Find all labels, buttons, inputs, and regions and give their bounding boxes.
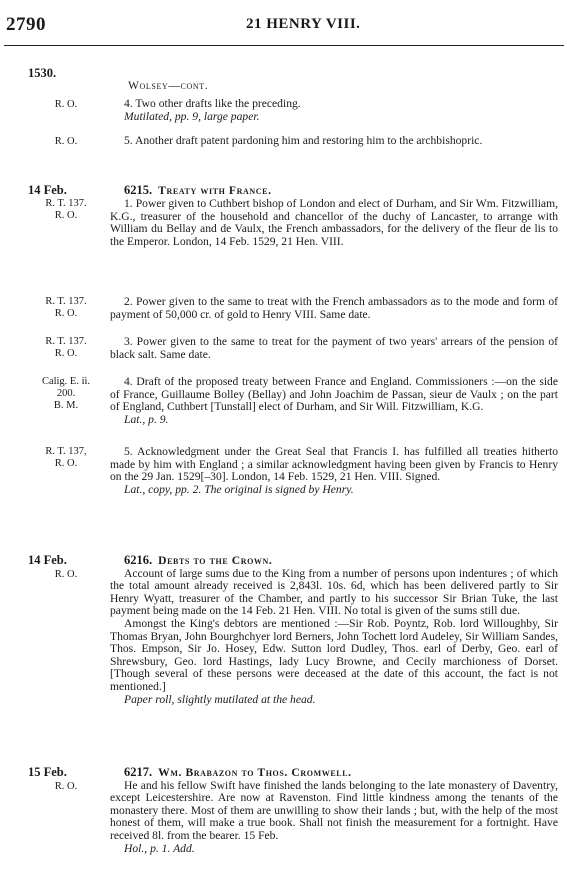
year-label: 1530. — [28, 66, 57, 80]
entry-title: Debts to the Crown. — [158, 554, 273, 567]
entry-number: 6216. — [124, 553, 153, 567]
entry-date: 14 Feb. — [28, 183, 67, 197]
margin-ref: R. T. 137, R. O. — [45, 446, 87, 469]
header-rule — [4, 45, 564, 46]
entry-number: 6215. — [124, 183, 153, 197]
entry-date: 15 Feb. — [28, 765, 67, 779]
entry-item: 1. Power given to Cuthbert bishop of London and elect of Durham, and Sir Wm. Fitzwilliam, K.G., treasurer of the household and chancellor of the duchy of Lancaster, to arrange with William du Bellay and de Vaulx, the French ambassadors, for the delivery of the fleur de lis to the Emperor. London, 14 Feb. 1529, 21 Hen. VIII. — [110, 197, 558, 248]
entry-body: 6216. Debts to the Crown. Account of large sums due to the King from a number of persons upon indentures ; of which the total amount already received is 2,843l. 10s. 6d, which has been delivered partly to Sir Henry Wyatt, treasurer of the Chamber, and partly to his successor Sir Brian Tuke, the last payment being made on the 14 Feb. 21 Hen. VIII. No total is given of the sums still due. Amongst the King's debtors are mentioned :—Sir Rob. Poyntz, Rob. lord Willoughby, Sir Thomas Bryan, John Bourghchyer lord Berners, John Tochett lord Audeley, Sir William Sandes, Thos. Empson, Sir Jo. Hosey, Edw. Sutton lord Dudley, Thos. earl of Derby, Geo. earl of Shrewsbury, Geo. lord Hastings, lady Lucy Browne, and Cecily marchioness of Dorset. [Though several of these persons were deceased at the date of this account, the fact is not mentioned.] Paper roll, slightly mutilated at the head. — [110, 553, 558, 706]
margin-ref: R. O. — [54, 136, 78, 147]
entry-item: 4. Two other drafts like the preceding. Mutilated, pp. 9, large paper. — [124, 97, 301, 123]
entry-date: 14 Feb. — [28, 553, 67, 567]
page-number: 2790 — [6, 14, 46, 35]
entry-number: 6217. — [124, 765, 153, 779]
entry-item: 5. Another draft patent pardoning him and restoring him to the archbishopric. — [124, 134, 483, 147]
margin-ref: R. T. 137. R. O. — [45, 296, 87, 319]
entry-heading — [110, 184, 558, 198]
margin-ref: R. O. — [54, 99, 78, 110]
page-header — [0, 14, 567, 38]
entry-title: Treaty with France. — [158, 184, 272, 197]
entry-body: 6217. Wm. Brabazon to Thos. Cromwell. He and his fellow Swift have finished the lands belonging to the late monastery of Daventry, except Leicestershire. Are now at Ravenston. Find little kindness among the tenants of the monastery there. Most of them are unwilling to show their lands ; but, with the help of the most honest of them, will make a true book. Shall not finish the measurement for a fortnight. Have received 8l. from the bearer. 15 Feb. Hol., p. 1. Add. — [110, 765, 558, 855]
entry-title: Wm. Brabazon to Thos. Cromwell. — [158, 766, 352, 779]
entry-item: 4. Draft of the proposed treaty between France and England. Commissioners :—on the side of France, Guillaume Bolley (Bellay) and John Joachim de Passan, sieur de Vaulx ; on the part of England, Cuthbert [Tunstall] elect of Durham, and Sir Will. Fitzwilliam, K.G. Lat., p. 9. — [110, 375, 558, 426]
entry-item: 3. Power given to the same to treat for the payment of two years' arrears of the pension of black salt. Same date. — [110, 335, 558, 361]
margin-ref: R. O. — [54, 781, 78, 792]
margin-ref: Calig. E. ii. 200. B. M. — [41, 376, 91, 411]
entry-item: 5. Acknowledgment under the Great Seal that Francis I. has fulfilled all treaties hitherto made by him with England ; a similar acknowledgment having been given by Francis to Henry on the 29 Jan. 1529[–30]. London, 14 Feb. 1529, 21 Hen. VIII. Signed. Lat., copy, pp. 2. The original is signed by Henry. — [110, 445, 558, 496]
margin-ref: R. O. — [54, 569, 78, 580]
entry-item: 2. Power given to the same to treat with the French ambassadors as to the mode and form of payment of 50,000 cr. of gold to Henry VIII. Same date. — [110, 295, 558, 321]
margin-ref: R. T. 137. R. O. — [45, 336, 87, 359]
running-title: 21 HENRY VIII. — [246, 16, 361, 32]
continuation-heading: Wolsey—cont. — [128, 79, 209, 92]
margin-ref: R. T. 137. R. O. — [45, 198, 87, 221]
